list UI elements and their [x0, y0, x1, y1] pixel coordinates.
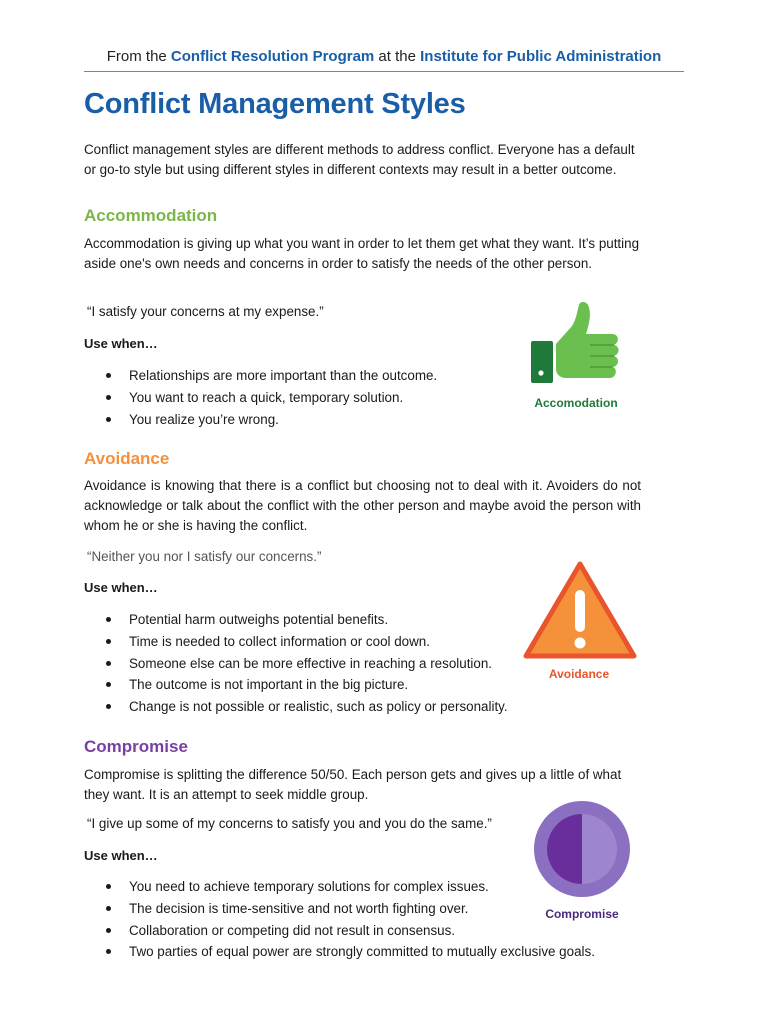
header-middle: at the	[374, 48, 421, 65]
warning-triangle-icon	[522, 560, 638, 660]
accommodation-heading: Accommodation	[84, 206, 218, 225]
list-item: Change is not possible or realistic, such as policy or personality.	[104, 696, 508, 718]
compromise-body: Compromise is splitting the difference 50/50. Each person gets and gives up a little of what they want. It is an attempt to seek middle group.	[84, 767, 622, 802]
compromise-icon-label: Compromise	[545, 907, 619, 921]
list-item: Collaboration or competing did not result in consensus.	[104, 920, 595, 942]
source-header	[84, 48, 684, 65]
avoidance-body: Avoidance is knowing that there is a conflict but choosing not to deal with it. Avoiders do not acknowledge or talk about the conflict with the other person and maybe avoid the person with whom he or she is having the conflict.	[84, 478, 641, 533]
compromise-heading: Compromise	[84, 737, 188, 756]
avoidance-bullet-list	[104, 609, 508, 718]
accommodation-use-when: Use when…	[84, 336, 158, 351]
intro-paragraph: Conflict management styles are different methods to address conflict. Everyone has a default or go-to style but using different styles in different contexts may result in a better outcome.	[84, 142, 635, 177]
list-item: Potential harm outweighs potential benefits.	[104, 609, 508, 631]
list-item: You realize you’re wrong.	[104, 409, 437, 431]
avoidance-heading: Avoidance	[84, 449, 170, 468]
page-title: Conflict Management Styles	[84, 88, 466, 120]
list-item: Someone else can be more effective in reaching a resolution.	[104, 653, 508, 675]
half-circle-icon	[532, 799, 632, 899]
header-prefix: From the	[106, 48, 171, 65]
list-item: The decision is time-sensitive and not worth fighting over.	[104, 898, 595, 920]
avoidance-quote: “Neither you nor I satisfy our concerns.”	[87, 549, 322, 564]
accommodation-body: Accommodation is giving up what you want in order to let them get what they want. It’s putting aside one's own needs and concerns in order to satisfy the needs of the other person.	[84, 236, 640, 271]
list-item: Two parties of equal power are strongly committed to mutually exclusive goals.	[104, 941, 595, 963]
list-item: Time is needed to collect information or cool down.	[104, 631, 508, 653]
compromise-quote: “I give up some of my concerns to satisfy you and you do the same.”	[87, 816, 492, 831]
thumbs-up-icon	[528, 300, 624, 386]
list-item: You need to achieve temporary solutions for complex issues.	[104, 876, 595, 898]
list-item: Relationships are more important than the outcome.	[104, 365, 437, 387]
avoidance-icon-label: Avoidance	[548, 667, 610, 681]
list-item: The outcome is not important in the big picture.	[104, 674, 508, 696]
accommodation-bullet-list	[104, 365, 437, 430]
avoidance-use-when: Use when…	[84, 580, 158, 595]
accommodation-icon-label: Accomodation	[534, 396, 618, 410]
accommodation-quote: “I satisfy your concerns at my expense.”	[87, 304, 324, 319]
header-divider	[84, 71, 684, 72]
compromise-use-when: Use when…	[84, 848, 158, 863]
institute-name: Institute for Public Administration	[420, 48, 662, 65]
program-name: Conflict Resolution Program	[170, 48, 375, 65]
list-item: You want to reach a quick, temporary solution.	[104, 387, 437, 409]
